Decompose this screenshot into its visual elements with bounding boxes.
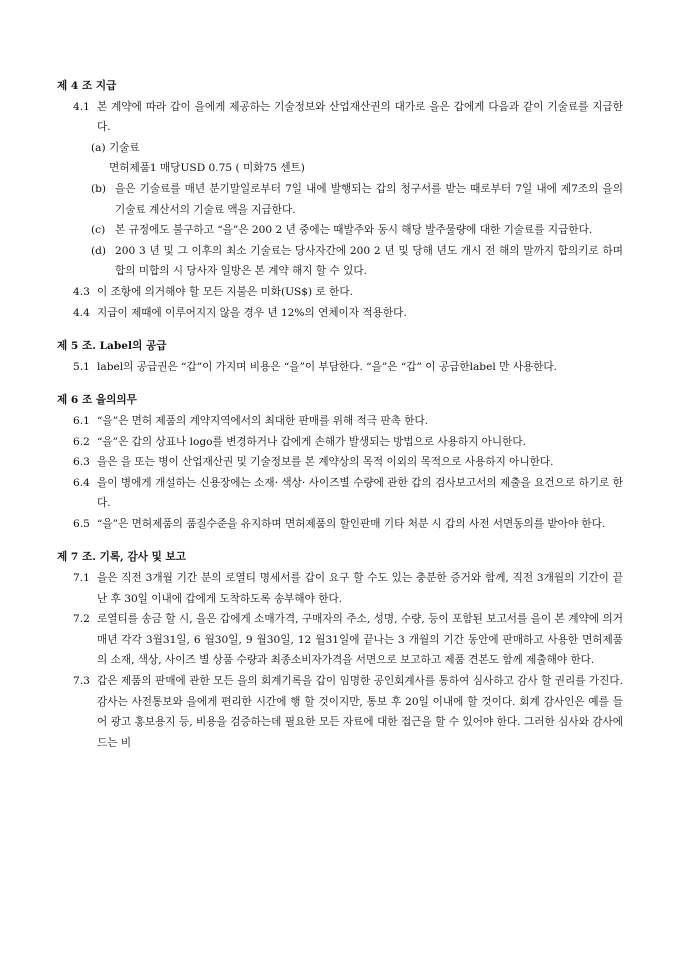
subclause-b: [0, 179, 680, 220]
clause-4-4: [0, 303, 680, 324]
clause-text: “을”은 면허 제품의 계약지역에서의 최대한 판매를 위해 적극 판촉 한다.: [97, 414, 429, 427]
clause-text: “을”은 갑의 상표나 logo를 변경하거나 갑에게 손해가 발생되는 방법으로 사용하지 아니한다.: [97, 435, 526, 448]
clause-6-1: [0, 411, 680, 432]
clause-number: 5.1: [73, 360, 90, 373]
clause-number: 6.2: [73, 435, 90, 448]
clause-7-3: [0, 671, 680, 753]
clause-text: 이 조항에 의거해야 할 모든 지불은 미화(US$) 로 한다.: [97, 285, 353, 298]
article-6-heading: 제 6 조 을의의무: [57, 394, 137, 407]
clause-text: 로열티를 송금 할 시, 을은 갑에게 소매가격, 구매자의 주소, 성명, 수량, 등이 포함된 보고서를 을이 본 계약에 의거 매년 각각 3월31일, 6 월30일, 9 월30일, 12 월31일에 끝나는 3 개월의 기간 동안에 판매하고 사용한 면허제품의 소재, 색상, 사이즈 별 상품 수량과 최종소비자가격을 서면으로 보고하고 제품 견본도 함께 제출해야 한다.: [97, 613, 623, 667]
clause-number: 4.4: [73, 306, 90, 319]
clause-number: 6.1: [73, 414, 90, 427]
subclause-a-value: 면허제품1 매당USD 0.75 ( 미화75 센트): [109, 162, 305, 175]
clause-number: 7.2: [73, 613, 90, 626]
clause-4-1: [0, 97, 680, 138]
clause-6-3: [0, 452, 680, 473]
clause-number: 6.5: [73, 517, 90, 530]
clause-number: 4.3: [73, 285, 90, 298]
clause-6-4: [0, 473, 680, 514]
clause-4-3: [0, 282, 680, 303]
clause-7-2: [0, 609, 680, 671]
subclause-text: 200 3 년 및 그 이후의 최소 기술료는 당사자간에 200 2 년 및 당해 년도 개시 전 해의 말까지 합의키로 하며 합의 미합의 시 당사자 일방은 본 계약 해지 할 수 있다.: [115, 244, 623, 278]
article-7-heading: 제 7 조. 기록, 감사 및 보고: [57, 551, 186, 564]
clause-number: 6.4: [73, 476, 90, 489]
subclause-text: 을은 기술료를 매년 분기말일로부터 7일 내에 발행되는 갑의 청구서를 받는 때로부터 7일 내에 제7조의 을의 기술료 계산서의 기술료 액을 지급한다.: [115, 182, 623, 216]
subclause-a-label: (a) 기술료: [91, 141, 140, 154]
article-5: [0, 336, 680, 377]
article-4-heading: 제 4 조 지급: [57, 80, 117, 92]
article-6: [0, 390, 680, 534]
subclause-number: (b): [91, 182, 107, 195]
clause-text: label의 공급권은 “갑”이 가지며 비용은 “을”이 부담한다. “을”은 “갑” 이 공급한label 만 사용한다.: [97, 360, 557, 373]
clause-number: 7.3: [73, 675, 90, 688]
clause-7-1: [0, 568, 680, 609]
subclause-number: (c): [91, 224, 106, 237]
clause-5-1: [0, 357, 680, 378]
clause-number: 6.3: [73, 456, 90, 469]
clause-number: 7.1: [73, 572, 90, 585]
clause-number: 4.1: [73, 100, 90, 113]
clause-text: 을은 직전 3개월 기간 분의 로열티 명세서를 갑이 요구 할 수도 있는 충분한 증거와 함께, 직전 3개월의 기간이 끝난 후 30일 이내에 갑에게 도착하도록 송부해야 한다.: [97, 572, 623, 605]
clause-text: 본 계약에 따라 갑이 을에게 제공하는 기술정보와 산업재산권의 대가로 을은 갑에게 다음과 같이 기술료를 지급한다.: [97, 100, 623, 134]
article-4: [0, 76, 680, 323]
clause-text: 지급이 제때에 이루어지지 않을 경우 년 12%의 연체이자 적용한다.: [97, 306, 407, 319]
subclause-number: (d): [91, 244, 107, 257]
clause-text: 을이 병에게 개설하는 신용장에는 소재· 색상· 사이즈별 수량에 관한 갑의 검사보고서의 제출을 요건으로 하기로 한다.: [97, 476, 623, 510]
subclause-c: [0, 220, 680, 241]
clause-text: “을”은 면허제품의 품질수준을 유지하며 면허제품의 할인판매 기타 처분 시 갑의 사전 서면동의를 받아야 한다.: [97, 517, 606, 530]
clause-6-2: [0, 432, 680, 453]
clause-6-5: [0, 514, 680, 535]
document-page: [0, 76, 680, 766]
subclause-text: 본 규정에도 불구하고 “을”은 200 2 년 중에는 때발주와 동시 해당 발주물량에 대한 기술료를 지급한다.: [115, 224, 593, 237]
clause-text: 갑은 제품의 판매에 관한 모든 을의 회계기록을 갑이 임명한 공인회계사를 통하여 심사하고 감사 할 권리를 가진다. 감사는 사전통보와 을에게 편리한 시간에 행 할 것이지만, 통보 후 20일 이내에 할 것이다. 회계 감사인은 예를 들어 광고 홍보용지 등, 비용을 검증하는데 필요한 모든 자료에 대한 접근을 할 수 있어야 한다. 그러한 심사와 감사에 드는 비: [97, 675, 623, 749]
subclause-d: [0, 241, 680, 282]
article-5-heading: 제 5 조. Label의 공급: [57, 340, 167, 353]
article-7: [0, 547, 680, 753]
clause-text: 을은 을 또는 병이 산업재산권 및 기술정보를 본 계약상의 목적 이외의 목적으로 사용하지 아니한다.: [97, 456, 554, 469]
